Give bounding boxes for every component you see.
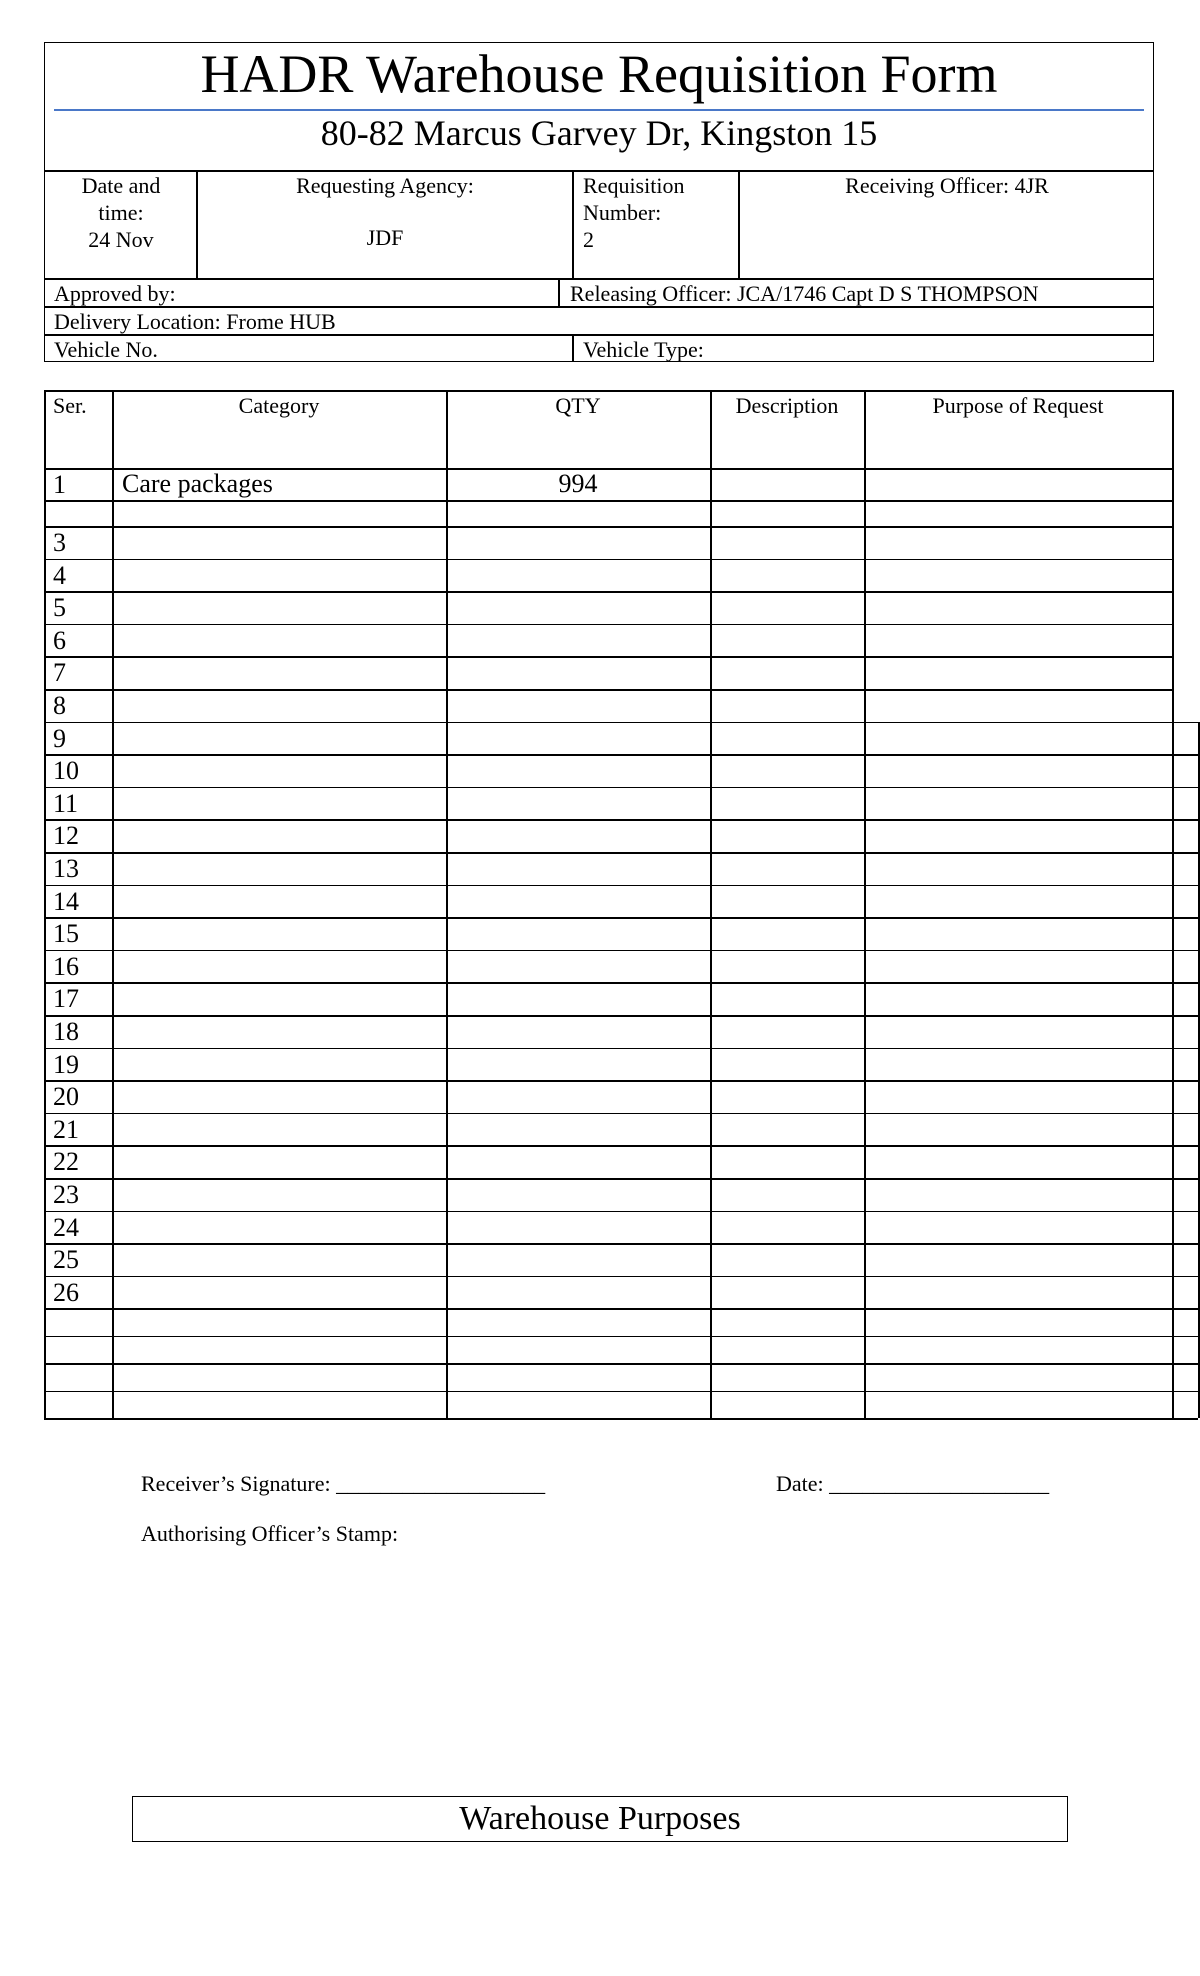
row-ser: 17 (53, 984, 79, 1014)
table-row-border (44, 1211, 1198, 1213)
address: 80-82 Marcus Garvey Dr, Kingston 15 (320, 113, 878, 153)
table-row-border (44, 819, 1198, 821)
row-ser: 19 (53, 1049, 79, 1079)
requisition-label-2: Number: (583, 200, 662, 225)
header-category: Category (238, 393, 320, 418)
receiving-officer: Receiving Officer: 4JR (845, 173, 1049, 198)
row-ser: 9 (53, 723, 66, 753)
requisition-number: 2 (583, 227, 594, 252)
table-extended-border (1198, 722, 1200, 1419)
vehicle-no: Vehicle No. (54, 337, 158, 362)
table-column-border (864, 390, 866, 1418)
table-row-border (44, 1243, 1198, 1245)
row-ser: 22 (53, 1147, 79, 1177)
table-row-border (44, 1015, 1198, 1017)
date-label-2: time: (98, 200, 144, 225)
table-row-border (44, 982, 1198, 984)
table-row-border (44, 722, 1172, 724)
row-ser: 20 (53, 1082, 79, 1112)
agency-label: Requesting Agency: (296, 173, 474, 198)
header-ser: Ser. (53, 393, 87, 418)
row-ser: 26 (53, 1277, 79, 1307)
row-ser: 14 (53, 886, 79, 916)
table-column-border (44, 390, 46, 1418)
table-row-border (44, 559, 1172, 561)
header-qty: QTY (555, 393, 601, 418)
table-row-border (44, 917, 1198, 919)
table-extended-top (1172, 722, 1198, 724)
row-ser: 4 (53, 560, 66, 590)
table-row-border (44, 1048, 1198, 1050)
approved-by: Approved by: (54, 281, 176, 306)
row-ser: 12 (53, 821, 79, 851)
row-ser: 11 (53, 788, 79, 818)
table-row-border (44, 1113, 1198, 1115)
row-qty: 994 (558, 469, 598, 498)
date-label-1: Date and (81, 173, 161, 198)
form-title: HADR Warehouse Requisition Form (200, 44, 998, 104)
agency-value: JDF (366, 225, 404, 250)
row-ser: 8 (53, 691, 66, 720)
row-ser: 15 (53, 919, 79, 949)
table-row-border (44, 1391, 1198, 1393)
table-column-border (1172, 390, 1174, 1418)
row-category: Care packages (122, 469, 273, 498)
header-purpose: Purpose of Request (932, 393, 1104, 418)
table-row-border (44, 1178, 1198, 1180)
row-ser: 6 (53, 625, 66, 655)
row-ser: 24 (53, 1212, 79, 1242)
table-column-border (112, 390, 114, 1418)
row-ser: 10 (53, 756, 79, 786)
divider (572, 170, 574, 278)
divider (572, 334, 574, 362)
table-row-border (44, 689, 1172, 691)
table-row-border (44, 656, 1172, 658)
table-row-border (44, 852, 1198, 854)
row-ser: 23 (53, 1180, 79, 1209)
divider (558, 278, 560, 306)
vehicle-type: Vehicle Type: (583, 337, 704, 362)
table-row-border (44, 885, 1198, 887)
row-ser: 25 (53, 1245, 79, 1275)
row-ser: 3 (53, 528, 66, 557)
table-row-border (44, 1276, 1198, 1278)
requisition-label-1: Requisition (583, 173, 685, 198)
row-ser: 7 (53, 658, 66, 688)
row-ser: 13 (53, 854, 79, 883)
table-row-border (44, 500, 1172, 502)
releasing-officer: Releasing Officer: JCA/1746 Capt D S THOMPSON (570, 281, 1039, 306)
table-row-border (44, 950, 1198, 952)
row-ser: 18 (53, 1017, 79, 1046)
table-row-border (44, 591, 1172, 593)
table-row-border (44, 1336, 1198, 1338)
table-column-border (446, 390, 448, 1418)
table-row-border (44, 787, 1198, 789)
delivery-location: Delivery Location: Frome HUB (54, 309, 336, 334)
table-row-border (44, 624, 1172, 626)
table-row-border (44, 1080, 1198, 1082)
table-row-border (44, 1418, 1198, 1420)
officer-stamp-label: Authorising Officer’s Stamp: (141, 1521, 399, 1546)
table-column-border (710, 390, 712, 1418)
signature-date: Date: ____________________ (776, 1471, 1050, 1496)
header-description: Description (735, 393, 839, 418)
row-ser: 5 (53, 593, 66, 623)
row-ser: 21 (53, 1114, 79, 1144)
table-row-border (44, 526, 1172, 528)
row-ser: 16 (53, 951, 79, 981)
table-row-border (44, 1145, 1198, 1147)
receiver-signature: Receiver’s Signature: ___________________ (141, 1471, 546, 1496)
table-row-border (44, 1308, 1198, 1310)
date-value: 24 Nov (88, 227, 154, 252)
table-row-border (44, 1363, 1198, 1365)
row-ser: 1 (53, 470, 66, 499)
table-row-border (44, 754, 1198, 756)
warehouse-purposes: Warehouse Purposes (132, 1796, 1068, 1842)
